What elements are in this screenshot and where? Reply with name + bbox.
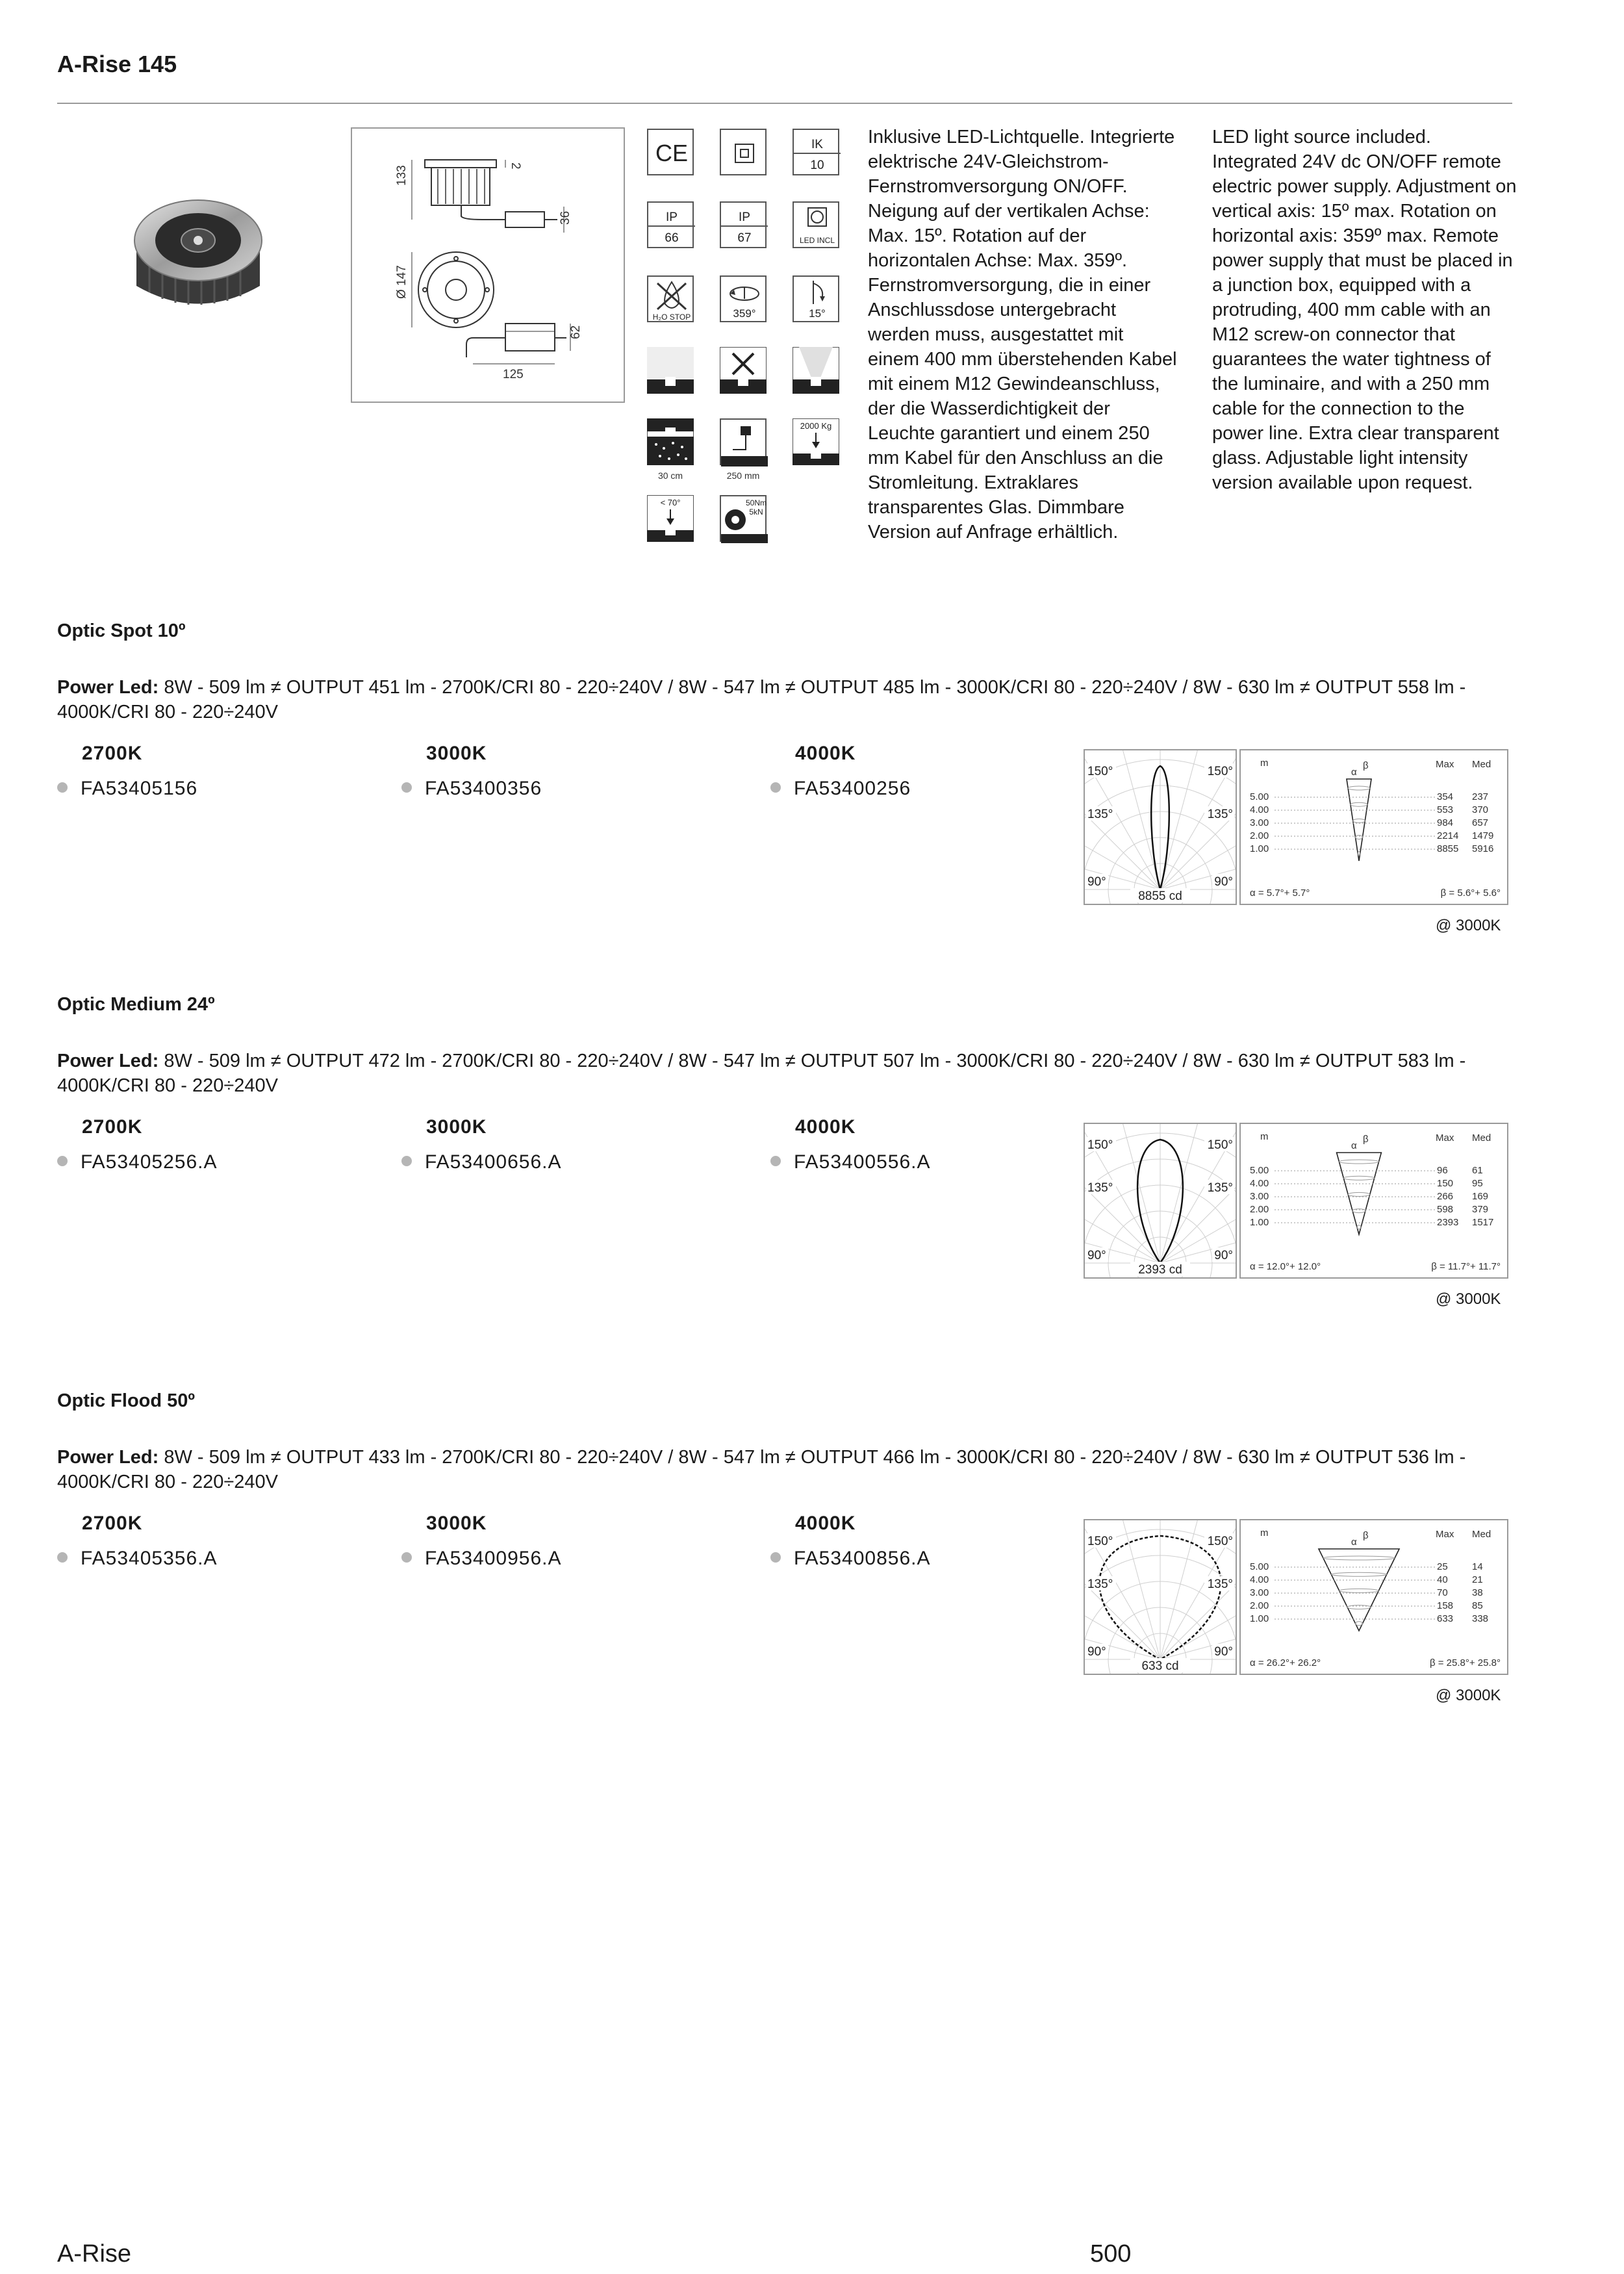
ip66-icon bbox=[647, 201, 694, 248]
svg-text:α = 26.2°+ 26.2°: α = 26.2°+ 26.2° bbox=[1250, 1657, 1321, 1668]
feature-icons bbox=[647, 127, 842, 556]
svg-text:354: 354 bbox=[1437, 791, 1454, 802]
color-temp-heading: 2700K bbox=[82, 1513, 143, 1534]
svg-text:338: 338 bbox=[1472, 1613, 1489, 1624]
svg-text:2.00: 2.00 bbox=[1250, 1600, 1269, 1611]
led-included-icon bbox=[793, 201, 839, 248]
svg-text:90°: 90° bbox=[1087, 1249, 1106, 1262]
color-temp-heading: 4000K bbox=[795, 743, 856, 764]
svg-text:2.00: 2.00 bbox=[1250, 830, 1269, 841]
svg-text:CE: CE bbox=[655, 140, 689, 166]
svg-text:< 70°: < 70° bbox=[660, 498, 681, 507]
svg-text:135°: 135° bbox=[1087, 1181, 1113, 1195]
svg-text:IK: IK bbox=[811, 138, 823, 151]
svg-text:1517: 1517 bbox=[1472, 1217, 1494, 1228]
color-temp-heading: 3000K bbox=[426, 1116, 487, 1138]
svg-text:2214: 2214 bbox=[1437, 830, 1459, 841]
svg-text:2393: 2393 bbox=[1437, 1217, 1459, 1228]
svg-text:Med: Med bbox=[1472, 1132, 1491, 1143]
svg-text:14: 14 bbox=[1472, 1561, 1483, 1572]
surface-temp-icon bbox=[647, 495, 694, 542]
ce-icon bbox=[647, 129, 694, 175]
svg-text:135°: 135° bbox=[1087, 808, 1113, 821]
product-code-text: FA53400356 bbox=[425, 778, 542, 799]
no-glare-icon bbox=[720, 347, 767, 394]
dim-top: 2 bbox=[509, 162, 522, 170]
ip67-icon bbox=[720, 201, 767, 248]
svg-text:553: 553 bbox=[1437, 804, 1454, 815]
product-code bbox=[57, 1151, 218, 1173]
svg-text:38: 38 bbox=[1472, 1587, 1483, 1598]
product-code bbox=[401, 1151, 562, 1173]
product-code bbox=[57, 778, 197, 800]
color-temp-heading: 4000K bbox=[795, 1513, 856, 1534]
product-code-text: FA53405156 bbox=[81, 778, 198, 799]
power-led-text: 8W - 509 lm ≠ OUTPUT 451 lm - 2700K/CRI 80 - 220÷240V / 8W - 547 lm ≠ OUTPUT 485 lm - 3000K/CRI 80 - 220÷240V / 8W - 630 lm ≠ OUTPUT 558 lm - 4000K/CRI 80 - 220÷240V bbox=[57, 677, 1466, 722]
svg-text:135°: 135° bbox=[1207, 1181, 1233, 1195]
svg-text:169: 169 bbox=[1472, 1191, 1489, 1202]
svg-text:1479: 1479 bbox=[1472, 830, 1494, 841]
gravel-drain-icon bbox=[647, 418, 694, 465]
svg-text:150°: 150° bbox=[1207, 1535, 1233, 1548]
svg-text:1.00: 1.00 bbox=[1250, 843, 1269, 854]
svg-text:359°: 359° bbox=[733, 307, 756, 320]
svg-text:5.00: 5.00 bbox=[1250, 1561, 1269, 1572]
svg-text:β = 25.8°+ 25.8°: β = 25.8°+ 25.8° bbox=[1429, 1657, 1501, 1668]
svg-text:β = 11.7°+ 11.7°: β = 11.7°+ 11.7° bbox=[1431, 1261, 1501, 1272]
svg-text:3.00: 3.00 bbox=[1250, 1587, 1269, 1598]
svg-text:α = 12.0°+ 12.0°: α = 12.0°+ 12.0° bbox=[1250, 1261, 1321, 1272]
product-code-text: FA53400556.A bbox=[794, 1151, 931, 1173]
svg-text:2000 Kg: 2000 Kg bbox=[800, 421, 832, 431]
svg-text:5916: 5916 bbox=[1472, 843, 1494, 854]
color-temp-heading: 3000K bbox=[426, 743, 487, 764]
svg-text:Max: Max bbox=[1436, 1529, 1454, 1540]
svg-text:8855: 8855 bbox=[1437, 843, 1459, 854]
bullet bbox=[770, 1156, 781, 1166]
optic-title: Optic Flood 50º bbox=[57, 1390, 195, 1411]
class-iii-icon bbox=[720, 129, 767, 175]
ik10-icon bbox=[793, 129, 839, 175]
tilt-15-icon bbox=[793, 275, 839, 322]
illuminance-table bbox=[1239, 1123, 1508, 1279]
svg-text:H₂O STOP: H₂O STOP bbox=[652, 313, 691, 322]
svg-text:1.00: 1.00 bbox=[1250, 1217, 1269, 1228]
svg-text:5.00: 5.00 bbox=[1250, 1165, 1269, 1176]
svg-text:40: 40 bbox=[1437, 1574, 1448, 1585]
cable-length-icon bbox=[720, 418, 767, 465]
gravel-caption: 30 cm bbox=[657, 470, 683, 481]
svg-text:IP: IP bbox=[666, 211, 678, 224]
bullet bbox=[770, 1552, 781, 1563]
svg-text:LED INCL: LED INCL bbox=[799, 236, 835, 245]
svg-text:Med: Med bbox=[1472, 1529, 1491, 1540]
svg-text:50Nm: 50Nm bbox=[745, 498, 767, 507]
bullet bbox=[401, 782, 412, 793]
illuminance-table bbox=[1239, 749, 1508, 905]
product-code bbox=[401, 1548, 562, 1570]
page-number: 500 bbox=[1090, 2240, 1132, 2268]
polar-diagram bbox=[1084, 1519, 1237, 1675]
svg-text:IP: IP bbox=[739, 211, 750, 224]
svg-text:90°: 90° bbox=[1087, 1645, 1106, 1659]
product-code-text: FA53400956.A bbox=[425, 1548, 562, 1569]
bullet bbox=[57, 1156, 68, 1166]
svg-text:α: α bbox=[1351, 1537, 1357, 1548]
power-led-spec bbox=[57, 1049, 1512, 1098]
svg-text:1.00: 1.00 bbox=[1250, 1613, 1269, 1624]
color-temp-heading: 4000K bbox=[795, 1116, 856, 1138]
svg-text:β: β bbox=[1363, 1134, 1369, 1145]
svg-text:m: m bbox=[1260, 758, 1269, 769]
svg-text:150: 150 bbox=[1437, 1178, 1454, 1189]
bullet bbox=[57, 782, 68, 793]
temp-note: @ 3000K bbox=[1436, 1290, 1501, 1308]
svg-text:Max: Max bbox=[1436, 759, 1454, 770]
bullet bbox=[401, 1552, 412, 1563]
svg-text:66: 66 bbox=[665, 231, 679, 245]
footer-product-name: A-Rise bbox=[57, 2240, 132, 2268]
svg-text:8855 cd: 8855 cd bbox=[1138, 889, 1182, 903]
product-code-text: FA53400656.A bbox=[425, 1151, 562, 1173]
dim-side: 36 bbox=[559, 211, 572, 225]
svg-text:598: 598 bbox=[1437, 1204, 1454, 1215]
svg-text:150°: 150° bbox=[1087, 1138, 1113, 1152]
bullet bbox=[57, 1552, 68, 1563]
svg-text:4.00: 4.00 bbox=[1250, 1574, 1269, 1585]
dim-width: 125 bbox=[503, 368, 524, 381]
svg-text:15°: 15° bbox=[809, 307, 826, 320]
power-led-text: 8W - 509 lm ≠ OUTPUT 433 lm - 2700K/CRI 80 - 220÷240V / 8W - 547 lm ≠ OUTPUT 466 lm - 3000K/CRI 80 - 220÷240V / 8W - 630 lm ≠ OUTPUT 536 lm - 4000K/CRI 80 - 220÷240V bbox=[57, 1447, 1466, 1492]
svg-text:657: 657 bbox=[1472, 817, 1489, 828]
svg-text:135°: 135° bbox=[1207, 1578, 1233, 1591]
svg-text:96: 96 bbox=[1437, 1165, 1448, 1176]
water-stop-icon bbox=[647, 275, 694, 322]
description-english: LED light source included. Integrated 24V dc ON/OFF remote electric power supply. Adjustment on vertical axis: 15º max. Rotation on horizontal axis: 359º max. Remote power supply that must be placed in a junction box, equipped with a protruding, 400 mm cable with an M12 screw-on connector that guarantees the water tightness of the luminaire, and with a 250 mm cable for the connection to the power line. Extra clear transparent glass. Adjustable light intensity version available upon request. bbox=[1212, 127, 1517, 493]
polar-diagram bbox=[1084, 1123, 1237, 1279]
product-code-text: FA53405356.A bbox=[81, 1548, 218, 1569]
cable-caption: 250 mm bbox=[726, 470, 760, 481]
dim-box: 62 bbox=[569, 325, 583, 339]
svg-text:95: 95 bbox=[1472, 1178, 1483, 1189]
power-led-label: Power Led: bbox=[57, 1447, 159, 1468]
power-led-label: Power Led: bbox=[57, 677, 159, 698]
svg-text:α: α bbox=[1351, 1140, 1357, 1151]
power-led-label: Power Led: bbox=[57, 1051, 159, 1071]
product-code bbox=[770, 778, 911, 800]
svg-text:Max: Max bbox=[1436, 1132, 1454, 1143]
svg-text:10: 10 bbox=[810, 159, 824, 172]
temp-note: @ 3000K bbox=[1436, 917, 1501, 934]
product-code bbox=[57, 1548, 218, 1570]
product-code-text: FA53405256.A bbox=[81, 1151, 218, 1173]
svg-text:β = 5.6°+ 5.6°: β = 5.6°+ 5.6° bbox=[1440, 888, 1501, 899]
svg-text:633: 633 bbox=[1437, 1613, 1454, 1624]
dim-diameter: Ø 147 bbox=[395, 265, 409, 299]
color-temp-heading: 3000K bbox=[426, 1513, 487, 1534]
svg-text:Med: Med bbox=[1472, 759, 1491, 770]
power-led-spec bbox=[57, 1445, 1512, 1494]
product-code bbox=[401, 778, 542, 800]
svg-text:4.00: 4.00 bbox=[1250, 1178, 1269, 1189]
svg-text:2393 cd: 2393 cd bbox=[1138, 1263, 1182, 1277]
recessed-ground-icon bbox=[647, 347, 694, 394]
power-led-text: 8W - 509 lm ≠ OUTPUT 472 lm - 2700K/CRI 80 - 220÷240V / 8W - 547 lm ≠ OUTPUT 507 lm - 3000K/CRI 80 - 220÷240V / 8W - 630 lm ≠ OUTPUT 583 lm - 4000K/CRI 80 - 220÷240V bbox=[57, 1051, 1466, 1096]
svg-text:61: 61 bbox=[1472, 1165, 1483, 1176]
illuminance-table bbox=[1239, 1519, 1508, 1675]
technical-drawing bbox=[351, 127, 625, 403]
svg-text:90°: 90° bbox=[1214, 1645, 1233, 1659]
torque-icon bbox=[720, 495, 767, 542]
svg-text:379: 379 bbox=[1472, 1204, 1489, 1215]
load-2000kg-icon bbox=[793, 418, 839, 465]
svg-text:25: 25 bbox=[1437, 1561, 1448, 1572]
svg-text:3.00: 3.00 bbox=[1250, 817, 1269, 828]
bullet bbox=[401, 1156, 412, 1166]
svg-text:150°: 150° bbox=[1087, 1535, 1113, 1548]
product-photo bbox=[123, 175, 273, 325]
svg-text:158: 158 bbox=[1437, 1600, 1454, 1611]
svg-text:370: 370 bbox=[1472, 804, 1489, 815]
svg-text:α = 5.7°+ 5.7°: α = 5.7°+ 5.7° bbox=[1250, 888, 1310, 899]
product-code bbox=[770, 1151, 931, 1173]
page-title: A-Rise 145 bbox=[57, 51, 177, 77]
svg-text:21: 21 bbox=[1472, 1574, 1483, 1585]
color-temp-heading: 2700K bbox=[82, 1116, 143, 1138]
power-led-spec bbox=[57, 675, 1512, 724]
svg-text:135°: 135° bbox=[1207, 808, 1233, 821]
bullet bbox=[770, 782, 781, 793]
svg-text:150°: 150° bbox=[1207, 1138, 1233, 1152]
svg-text:237: 237 bbox=[1472, 791, 1489, 802]
product-code-text: FA53400256 bbox=[794, 778, 911, 799]
optic-title: Optic Medium 24º bbox=[57, 994, 215, 1015]
svg-text:α: α bbox=[1351, 767, 1357, 778]
header-divider bbox=[57, 103, 1512, 104]
svg-text:150°: 150° bbox=[1087, 765, 1113, 778]
svg-text:90°: 90° bbox=[1087, 875, 1106, 889]
light-beam-icon bbox=[793, 347, 839, 394]
svg-text:5kN: 5kN bbox=[749, 507, 763, 517]
svg-text:150°: 150° bbox=[1207, 765, 1233, 778]
svg-text:266: 266 bbox=[1437, 1191, 1454, 1202]
svg-text:5.00: 5.00 bbox=[1250, 791, 1269, 802]
svg-text:67: 67 bbox=[737, 231, 752, 245]
svg-text:90°: 90° bbox=[1214, 1249, 1233, 1262]
color-temp-heading: 2700K bbox=[82, 743, 143, 764]
svg-text:4.00: 4.00 bbox=[1250, 804, 1269, 815]
rotation-359-icon bbox=[720, 275, 767, 322]
svg-text:633 cd: 633 cd bbox=[1141, 1659, 1179, 1673]
product-code bbox=[770, 1548, 931, 1570]
product-code-text: FA53400856.A bbox=[794, 1548, 931, 1569]
svg-text:3.00: 3.00 bbox=[1250, 1191, 1269, 1202]
optic-title: Optic Spot 10º bbox=[57, 620, 186, 641]
svg-text:85: 85 bbox=[1472, 1600, 1483, 1611]
svg-text:m: m bbox=[1260, 1131, 1269, 1142]
svg-text:β: β bbox=[1363, 760, 1369, 771]
polar-diagram bbox=[1084, 749, 1237, 905]
svg-text:m: m bbox=[1260, 1527, 1269, 1539]
svg-text:984: 984 bbox=[1437, 817, 1454, 828]
svg-text:β: β bbox=[1363, 1530, 1369, 1541]
temp-note: @ 3000K bbox=[1436, 1687, 1501, 1704]
svg-text:70: 70 bbox=[1437, 1587, 1448, 1598]
dim-height: 133 bbox=[395, 165, 409, 186]
svg-text:135°: 135° bbox=[1087, 1578, 1113, 1591]
description-german: Inklusive LED-Lichtquelle. Integrierte elektrische 24V-Gleichstrom-Fernstromversorgung ON/OFF. Neigung auf der vertikalen Achse: Max. 15º. Rotation auf der horizontalen Achse: Max. 359º. Fernstromversorgung, die in einer Anschlussdose untergebracht werden muss, ausgestattet mit einem 400 mm überstehenden Kabel mit einem M12 Gewindeanschluss, der die Wasserdichtigkeit der Leuchte garantiert und einem 250 mm Kabel für den Anschluss an die Stromleitung. Extraklares transparentes Glas. Dimmbare Version auf Anfrage erhältlich. bbox=[868, 127, 1177, 543]
svg-text:2.00: 2.00 bbox=[1250, 1204, 1269, 1215]
svg-text:90°: 90° bbox=[1214, 875, 1233, 889]
